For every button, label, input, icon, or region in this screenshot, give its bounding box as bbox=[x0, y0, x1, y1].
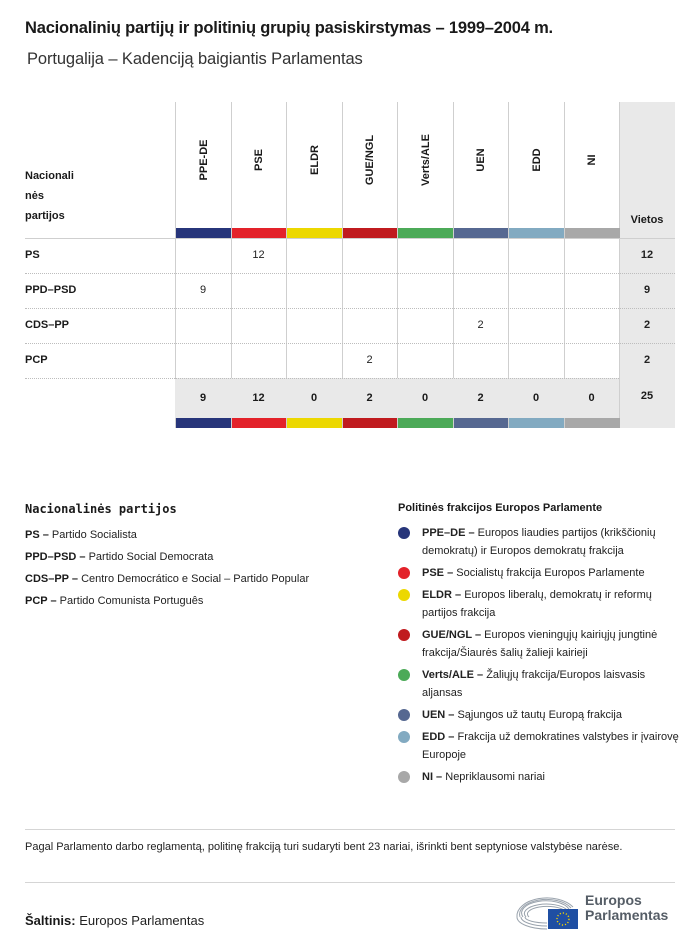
group-header: UEN bbox=[475, 148, 487, 172]
cell: 2 bbox=[477, 319, 484, 331]
color-dot-icon bbox=[398, 589, 410, 601]
column-total: 0 bbox=[421, 392, 429, 404]
group-color-bar bbox=[287, 228, 342, 238]
color-dot-icon bbox=[398, 731, 410, 743]
legend-item: UEN – Sąjungos už tautų Europą frakcija bbox=[398, 706, 683, 724]
column-total: 0 bbox=[532, 392, 540, 404]
group-header: ELDR bbox=[308, 145, 321, 175]
national-parties-legend bbox=[25, 502, 375, 612]
group-color-bar bbox=[565, 418, 620, 428]
column-total: 2 bbox=[477, 392, 484, 404]
group-color-bar bbox=[398, 418, 453, 428]
legend-item: PCP – Partido Comunista Português bbox=[25, 595, 204, 607]
group-color-bar bbox=[232, 228, 287, 238]
parliament-hemicycle-icon bbox=[515, 895, 581, 931]
page-subtitle: Portugalija – Kadenciją baigiantis Parlamentas bbox=[27, 50, 363, 68]
cell: 12 bbox=[252, 249, 265, 261]
grand-total: 25 bbox=[640, 390, 654, 402]
group-color-bar bbox=[454, 228, 509, 238]
group-color-bar bbox=[343, 228, 398, 238]
cell: 9 bbox=[199, 284, 207, 296]
legend-item: PPE–DE – Europos liaudies partijos (krikščionių demokratų) ir Europos demokratų frakcija bbox=[398, 524, 683, 560]
color-dot-icon bbox=[398, 567, 410, 579]
group-header: PPE-DE bbox=[197, 139, 210, 181]
footnote: Pagal Parlamento darbo reglamentą, politinę frakciją turi sudaryti bent 23 nariai, išrinkti bent septyniose valstybėse narėse. bbox=[25, 841, 623, 853]
legend-item: PPD–PSD – Partido Social Democrata bbox=[25, 551, 214, 563]
legend-item: Verts/ALE – Žaliųjų frakcija/Europos laisvasis aljansas bbox=[398, 666, 683, 702]
european-parliament-logo: Europos Parlamentas bbox=[515, 893, 685, 933]
group-color-bar bbox=[287, 418, 342, 428]
row-total: 9 bbox=[643, 284, 651, 296]
group-color-bar bbox=[176, 228, 231, 238]
group-header: NI bbox=[586, 154, 598, 166]
totals-row bbox=[175, 378, 619, 418]
group-header: GUE/NGL bbox=[364, 134, 376, 186]
group-header: Verts/ALE bbox=[419, 134, 432, 186]
political-groups-legend bbox=[398, 502, 683, 790]
group-color-bar bbox=[454, 418, 509, 428]
distribution-table bbox=[25, 102, 675, 428]
column-total: 0 bbox=[310, 392, 318, 404]
color-dot-icon bbox=[398, 709, 410, 721]
legend-item: CDS–PP – Centro Democrático e Social – Partido Popular bbox=[25, 573, 310, 585]
row-total: 2 bbox=[643, 354, 651, 366]
color-dot-icon bbox=[398, 629, 410, 641]
column-total: 12 bbox=[252, 392, 265, 404]
column-total: 2 bbox=[366, 392, 373, 404]
color-dot-icon bbox=[398, 527, 410, 539]
divider bbox=[25, 882, 675, 883]
group-color-bar bbox=[343, 418, 398, 428]
row-party: PS bbox=[25, 249, 40, 261]
table-row bbox=[25, 238, 675, 273]
legend-item: GUE/NGL – Europos vieningųjų kairiųjų jungtinė frakcija/Šiaurės šalių žalieji kairieji bbox=[398, 626, 683, 662]
group-color-bar bbox=[232, 418, 287, 428]
row-party: CDS–PP bbox=[25, 319, 70, 331]
row-total: 12 bbox=[640, 249, 654, 261]
color-dot-icon bbox=[398, 771, 410, 783]
seats-header: Vietos bbox=[630, 214, 664, 226]
color-dot-icon bbox=[398, 669, 410, 681]
group-header: PSE bbox=[253, 148, 265, 172]
divider bbox=[25, 829, 675, 830]
legend-item: PS – Partido Socialista bbox=[25, 529, 137, 541]
page-title: Nacionalinių partijų ir politinių grupių pasiskirstymas – 1999–2004 m. bbox=[25, 19, 553, 37]
group-color-bar bbox=[509, 418, 564, 428]
legend-item: PSE – Socialistų frakcija Europos Parlamente bbox=[398, 564, 683, 582]
legend-title: Nacionalinės partijos bbox=[25, 502, 177, 516]
column-total: 0 bbox=[588, 392, 595, 404]
group-header: EDD bbox=[530, 148, 543, 172]
row-total: 2 bbox=[643, 319, 651, 331]
group-color-bar bbox=[509, 228, 564, 238]
group-color-bar bbox=[565, 228, 620, 238]
row-party: PCP bbox=[25, 354, 48, 366]
legend-item: ELDR – Europos liberalų, demokratų ir reformų partijos frakcija bbox=[398, 586, 683, 622]
cell: 2 bbox=[366, 354, 373, 366]
legend-item: EDD – Frakcija už demokratines valstybes ir įvairovę Europoje bbox=[398, 728, 683, 764]
column-total: 9 bbox=[199, 392, 207, 404]
legend-item: NI – Nepriklausomi nariai bbox=[398, 768, 683, 786]
group-color-bar bbox=[398, 228, 453, 238]
table-row bbox=[25, 343, 675, 378]
national-parties-header: Nacionali nės partijos bbox=[25, 170, 74, 222]
source-line: Šaltinis: Europos Parlamentas bbox=[25, 913, 205, 928]
legend-title: Politinės frakcijos Europos Parlamente bbox=[398, 502, 603, 514]
table-row bbox=[25, 308, 675, 343]
row-party: PPD–PSD bbox=[25, 284, 77, 296]
group-color-bar bbox=[176, 418, 231, 428]
table-row bbox=[25, 273, 675, 308]
